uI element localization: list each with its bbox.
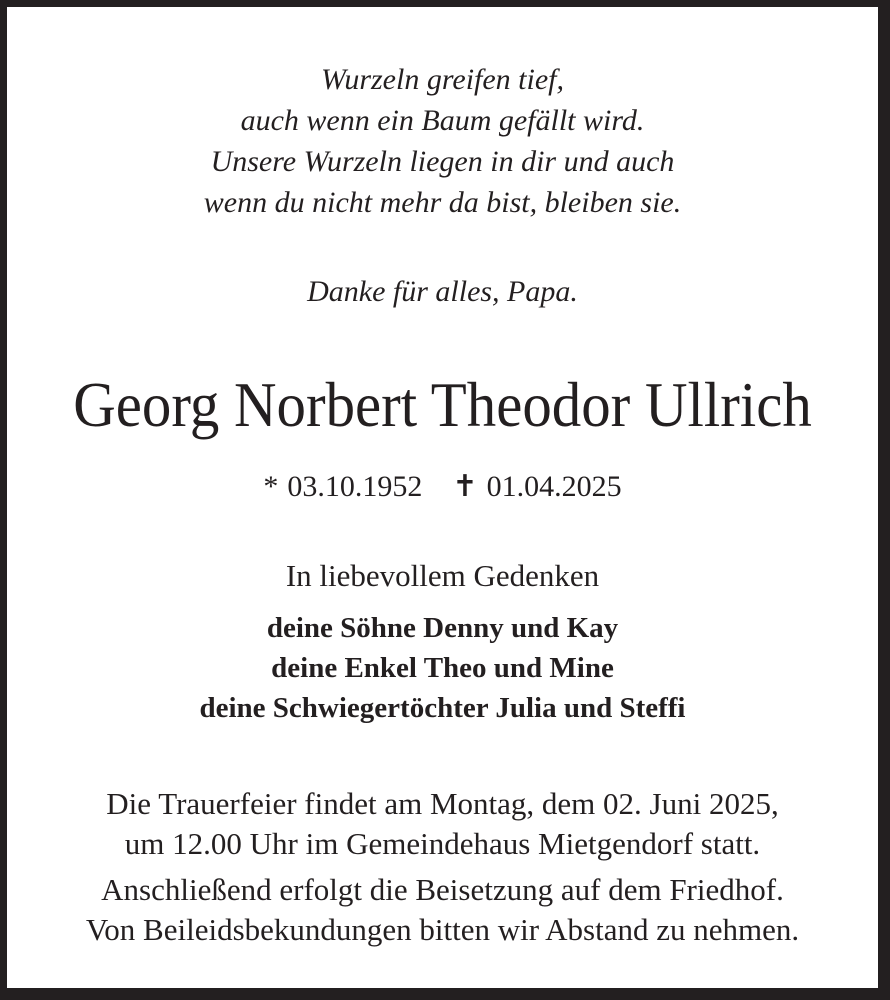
poem-line: Wurzeln greifen tief, bbox=[320, 63, 565, 96]
burial-line: Von Beileidsbekundungen bitten wir Abstand zu nehmen. bbox=[85, 912, 800, 947]
burial-line: Anschließend erfolgt die Beisetzung auf dem Friedhof. bbox=[101, 872, 784, 907]
death-date-value: 01.04.2025 bbox=[486, 470, 622, 503]
service-line: um 12.00 Uhr im Gemeindehaus Mietgendorf statt. bbox=[124, 826, 761, 861]
poem-line: wenn du nicht mehr da bist, bleiben sie. bbox=[203, 186, 682, 219]
poem-line: auch wenn ein Baum gefällt wird. bbox=[240, 104, 645, 137]
memorial-poem bbox=[7, 59, 878, 223]
death-date bbox=[452, 466, 621, 507]
burial-info bbox=[7, 870, 878, 950]
birth-star-icon: * bbox=[263, 470, 279, 503]
thanks-line: Danke für alles, Papa. bbox=[307, 275, 578, 308]
family-list bbox=[7, 608, 878, 728]
family-line: deine Söhne Denny und Kay bbox=[266, 612, 619, 644]
funeral-service-info bbox=[7, 784, 878, 864]
birth-date-value: 03.10.1952 bbox=[287, 470, 423, 503]
life-dates bbox=[7, 466, 878, 507]
family-line: deine Enkel Theo und Mine bbox=[271, 652, 614, 684]
cross-icon: ✝ bbox=[452, 470, 478, 503]
birth-date bbox=[263, 466, 422, 507]
deceased-name: Georg Norbert Theodor Ullrich bbox=[73, 369, 812, 440]
remembrance-heading: In liebevollem Gedenken bbox=[285, 558, 600, 593]
service-line: Die Trauerfeier findet am Montag, dem 02. Juni 2025, bbox=[106, 786, 779, 821]
family-line: deine Schwiegertöchter Julia und Steffi bbox=[199, 692, 686, 724]
poem-line: Unsere Wurzeln liegen in dir und auch bbox=[210, 145, 675, 178]
